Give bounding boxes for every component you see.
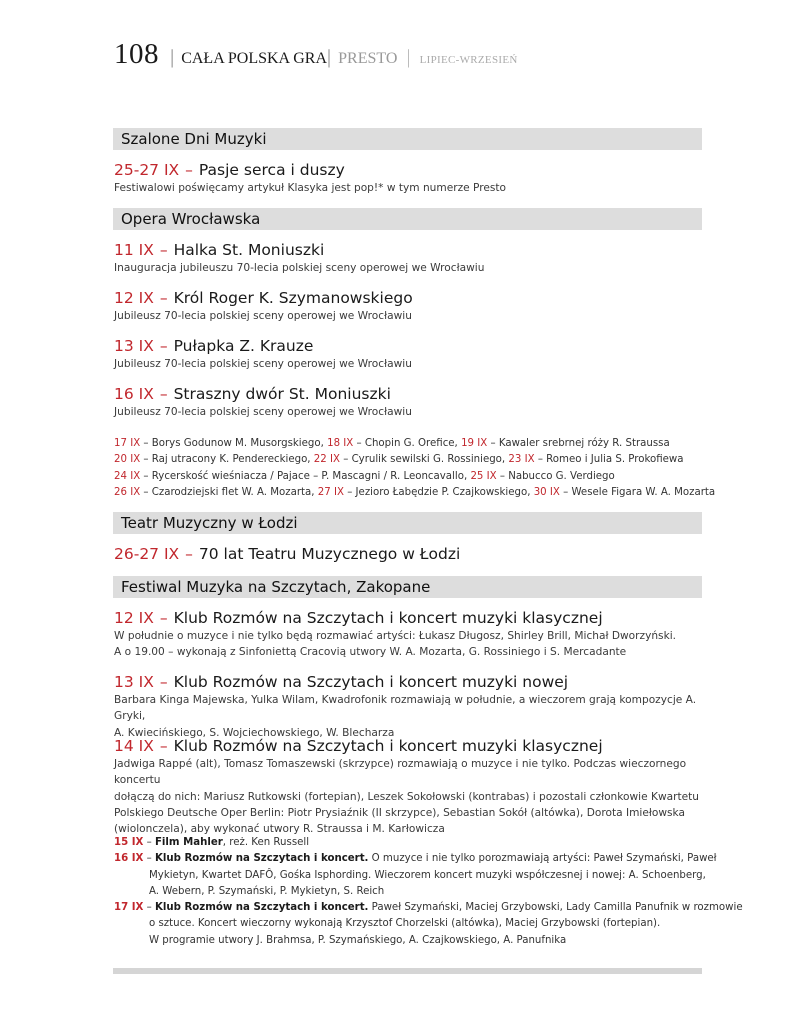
event-name: Pułapka Z. Krauze (173, 337, 314, 355)
header-separator: | (406, 46, 411, 68)
event-dash: – (159, 337, 168, 355)
festival-extra-list (114, 835, 743, 949)
event-description: Jubileusz 70-lecia polskiej sceny operowej we Wrocławiu (114, 310, 412, 322)
list-date: 19 IX (461, 438, 488, 449)
list-text: W programie utwory J. Brahmsa, P. Szymańskiego, A. Czajkowskiego, A. Panufnika (149, 934, 567, 946)
event-name: Król Roger K. Szymanowskiego (173, 289, 413, 307)
event-title (114, 673, 568, 691)
list-text: Borys Godunow M. Musorgskiego, (151, 438, 324, 449)
list-text: A. Webern, P. Szymański, P. Mykietyn, S. Reich (149, 885, 385, 897)
event-title (114, 241, 324, 259)
list-text: Paweł Szymański, Maciej Grzybowski, Lady Camilla Panufnik w rozmowie (368, 902, 743, 914)
description-line: W południe o muzyce i nie tylko będą rozmawiać artyści: Łukasz Długosz, Shirley Brill, Michał Dworzyński. (114, 630, 677, 642)
list-date: 24 IX (114, 470, 141, 482)
page-header (114, 38, 518, 72)
header-issue: LIPIEC-WRZESIEŃ (419, 54, 518, 66)
event-date: 13 IX (114, 337, 154, 355)
list-text: Raj utracony K. Pendereckiego, (151, 454, 311, 466)
description-line: Jadwiga Rappé (alt), Tomasz Tomaszewski (skrzypce) rozmawiają o muzyce i nie tylko. Podczas wieczornego koncertu (114, 758, 687, 787)
description-line: A. Kwiecińskiego, S. Wojciechowskiego, W. Blecharza (114, 726, 395, 739)
event-dash: – (159, 385, 168, 403)
event-title (114, 545, 460, 563)
section-heading: Szalone Dni Muzyki (113, 128, 702, 150)
event-date: 14 IX (114, 737, 154, 755)
event-name: Straszny dwór St. Moniuszki (173, 385, 391, 403)
bottom-divider (113, 968, 702, 974)
list-text: Wesele Figara W. A. Mozarta (571, 486, 716, 498)
event-dash: – (159, 673, 168, 691)
event-date: 12 IX (114, 609, 154, 627)
event-dash: – (185, 161, 193, 179)
event-name: 70 lat Teatru Muzycznego w Łodzi (198, 545, 461, 563)
event-date: 12 IX (114, 289, 154, 307)
event-name: Klub Rozmów na Szczytach i koncert muzyki klasycznej (173, 737, 603, 755)
description-line: Barbara Kinga Majewska, Yulka Wilam, Kwadrofonik rozmawiają w południe, a wieczorem grają kompozycje A. Gryki, (114, 694, 697, 723)
list-text: Romeo i Julia S. Prokofiewa (546, 454, 684, 466)
event-date: 13 IX (114, 673, 154, 691)
list-text: Mykietyn, Kwartet DAFÔ, Gośka Isphording. Wieczorem koncert muzyki współczesnej i nowej: A. Schoenberg, (149, 869, 706, 881)
event-date: 16 IX (114, 385, 154, 403)
list-bold: Klub Rozmów na Szczytach i koncert. (154, 853, 369, 865)
list-item: 24 IX – Rycerskość wieśniacza / Pajace – P. Mascagni / R. Leoncavallo, 25 IX – Nabucco G. Verdiego (114, 470, 615, 482)
event-name: Halka St. Moniuszki (173, 241, 325, 259)
event-date: 11 IX (114, 241, 154, 259)
event-title (114, 161, 345, 179)
list-dash: – (146, 837, 152, 848)
event-title (114, 737, 603, 755)
list-text: Czarodziejski flet W. A. Mozarta, (151, 486, 315, 498)
event-description: Inauguracja jubileuszu 70-lecia polskiej sceny operowej we Wrocławiu (114, 262, 485, 274)
list-date: 20 IX (114, 454, 141, 466)
list-text: o sztuce. Koncert wieczorny wykonają Krzysztof Chorzelski (altówka), Maciej Grzybowski (fortepian). (149, 918, 661, 930)
event-title (114, 385, 391, 403)
list-date: 17 IX (114, 438, 141, 449)
list-date: 15 IX (114, 837, 144, 848)
event-date: 25-27 IX (114, 161, 180, 179)
section-heading: Festiwal Muzyka na Szczytach, Zakopane (113, 576, 702, 598)
header-separator: | (327, 46, 332, 68)
list-text: , reż. Ken Russell (222, 837, 310, 848)
list-item: 26 IX – Czarodziejski flet W. A. Mozarta, 27 IX – Jezioro Łabędzie P. Czajkowskiego, 30 IX – Wesele Figara W. A. Mozarta (114, 486, 716, 498)
list-dash: – (146, 853, 152, 865)
section-heading: Opera Wrocławska (113, 208, 702, 230)
list-date: 27 IX (317, 486, 344, 498)
list-text: Nabucco G. Verdiego (508, 470, 615, 482)
list-text: O muzyce i nie tylko porozmawiają artyści: Paweł Szymański, Paweł (368, 853, 717, 865)
event-description (114, 692, 704, 741)
event-name: Pasje serca i duszy (198, 161, 345, 179)
event-dash: – (159, 737, 168, 755)
list-item (114, 900, 743, 949)
list-date: 23 IX (508, 454, 535, 466)
event-dash: – (185, 545, 193, 563)
list-dash: – (146, 902, 152, 914)
event-description: Festiwalowi poświęcamy artykuł Klasyka jest pop!* w tym numerze Presto (114, 182, 507, 194)
event-name: Klub Rozmów na Szczytach i koncert muzyki klasycznej (173, 609, 603, 627)
description-line: Polskiego Deutsche Oper Berlin: Piotr Prysiaźnik (II skrzypce), Sebastian Sokół (altówka), Dorota Imiełowska (114, 806, 685, 819)
header-magazine-title: PRESTO (338, 50, 398, 67)
list-text: Kawaler srebrnej róży R. Straussa (498, 438, 670, 449)
page-number: 108 (114, 38, 159, 70)
header-separator: | (170, 46, 175, 68)
event-title (114, 609, 603, 627)
event-description: Jubileusz 70-lecia polskiej sceny operowej we Wrocławiu (114, 406, 412, 418)
description-line: dołączą do nich: Mariusz Rutkowski (fortepian), Leszek Sokołowski (kontrabas) i pozostali członkowie Kwartetu (114, 790, 700, 803)
list-item: 20 IX – Raj utracony K. Pendereckiego, 22 IX – Cyrulik sewilski G. Rossiniego, 23 IX – Romeo i Julia S. Prokofiewa (114, 454, 684, 466)
list-bold: Klub Rozmów na Szczytach i koncert. (154, 902, 369, 914)
description-line: A o 19.00 – wykonają z Sinfoniettą Cracovią utwory W. A. Mozarta, G. Rossiniego i S. Mercadante (114, 646, 627, 659)
event-dash: – (159, 241, 168, 259)
list-date: 30 IX (533, 486, 560, 498)
event-description (114, 628, 704, 661)
list-text: Cyrulik sewilski G. Rossiniego, (351, 454, 506, 466)
list-text: Jezioro Łabędzie P. Czajkowskiego, (355, 486, 531, 498)
event-date: 26-27 IX (114, 545, 180, 563)
list-date: 25 IX (470, 470, 497, 482)
list-item: 17 IX – Borys Godunow M. Musorgskiego, 18 IX – Chopin G. Orefice, 19 IX – Kawaler srebrnej róży R. Straussa (114, 438, 670, 449)
event-description: Jubileusz 70-lecia polskiej sceny operowej we Wrocławiu (114, 358, 412, 370)
event-dash: – (159, 609, 168, 627)
list-text: Rycerskość wieśniacza / Pajace – P. Mascagni / R. Leoncavallo, (151, 470, 468, 482)
event-title (114, 289, 413, 307)
list-text: Chopin G. Orefice, (364, 438, 458, 449)
event-title (114, 337, 313, 355)
list-date: 26 IX (114, 486, 141, 498)
event-description (114, 756, 704, 837)
list-item (114, 835, 714, 851)
list-date: 18 IX (327, 438, 354, 449)
repertoire-list (114, 436, 714, 501)
list-date: 17 IX (114, 902, 144, 914)
header-section-title: CAŁA POLSKA GRA (181, 50, 328, 67)
event-dash: – (159, 289, 168, 307)
list-item (114, 851, 717, 900)
list-bold: Film Mahler (154, 837, 223, 848)
list-date: 22 IX (313, 454, 340, 466)
section-heading: Teatr Muzyczny w Łodzi (113, 512, 702, 534)
event-name: Klub Rozmów na Szczytach i koncert muzyki nowej (173, 673, 569, 691)
description-line: (wiolonczela), aby wykonać utwory R. Straussa i M. Karłowicza (114, 823, 445, 836)
list-date: 16 IX (114, 853, 144, 865)
